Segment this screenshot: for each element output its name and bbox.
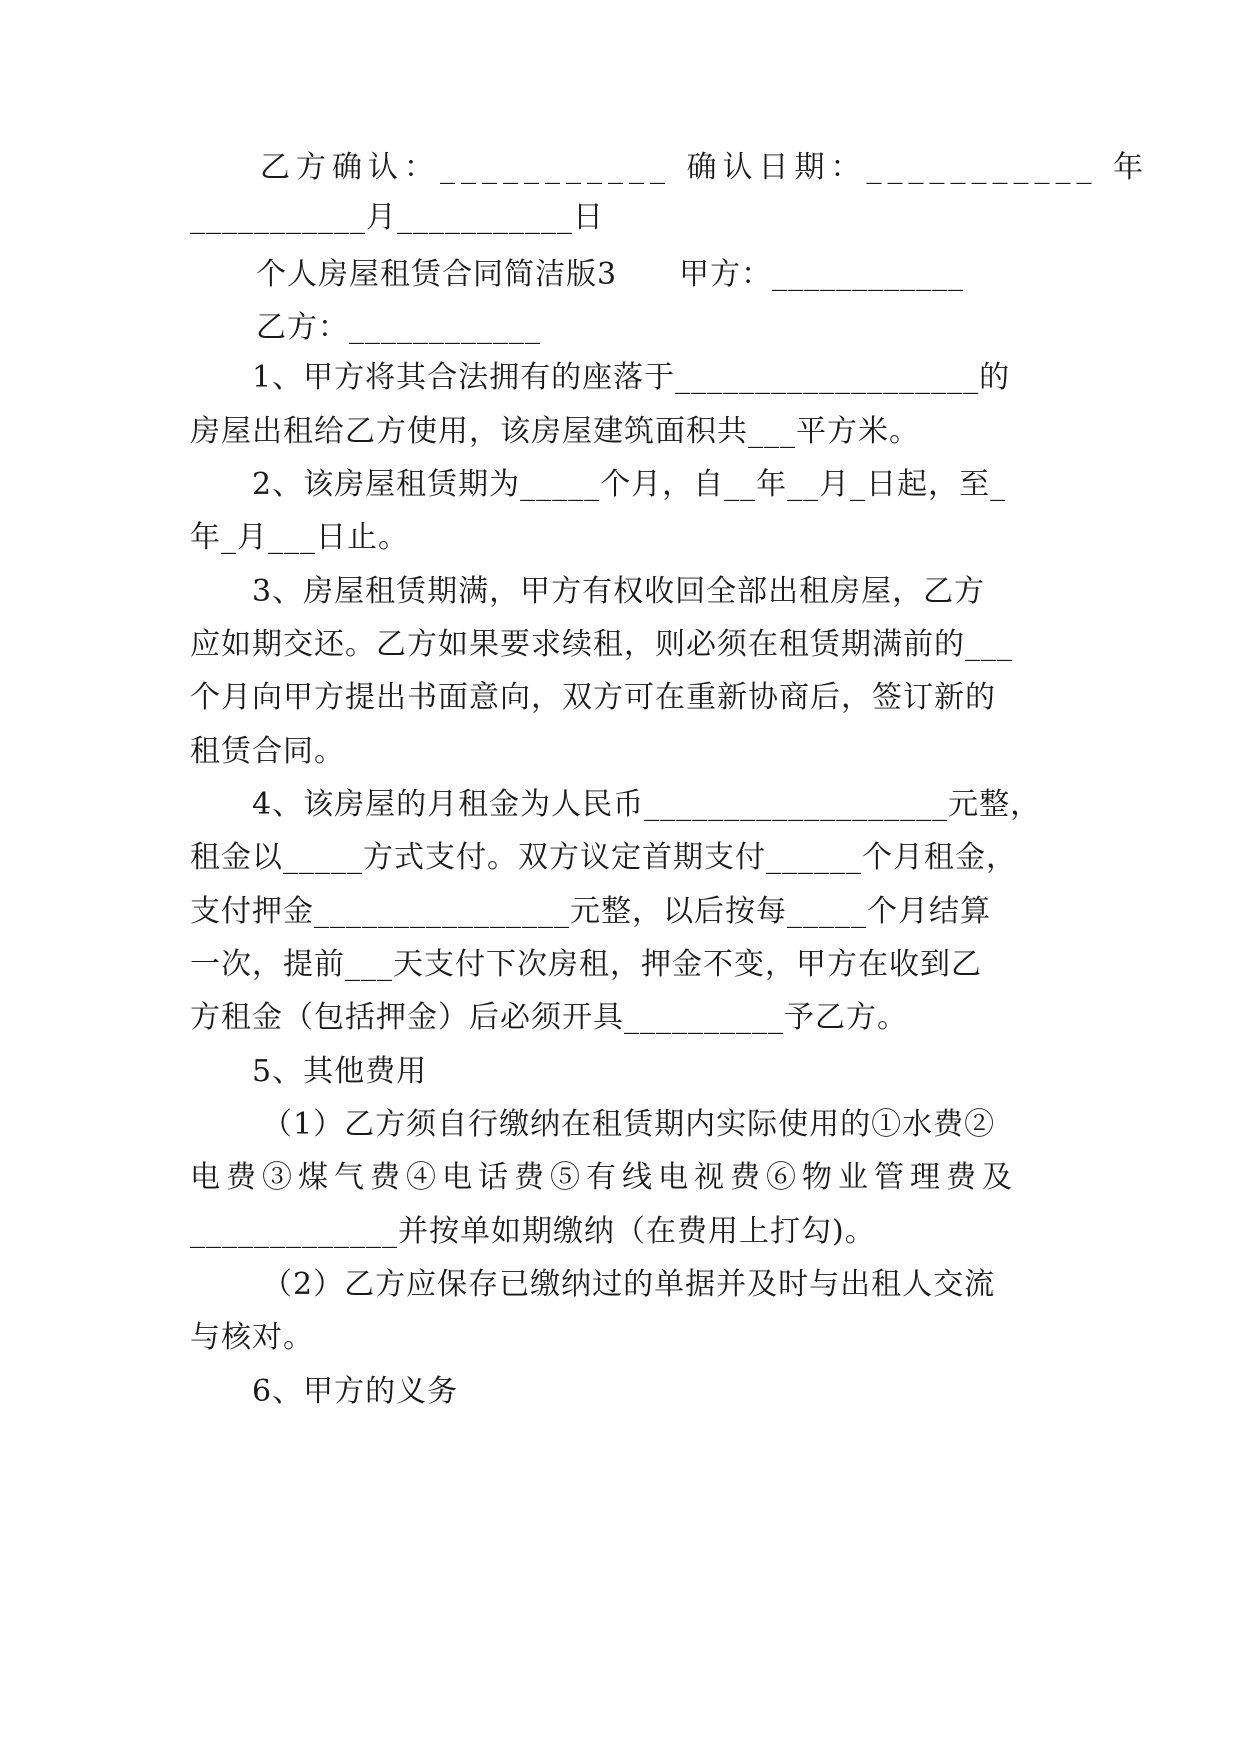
paragraph-line: 应如期交还。乙方如果要求续租，则必须在租赁期满前的___ [190,627,1013,662]
paragraph-line: 乙方确认：___________ 确认日期：___________ 年 [260,150,1150,185]
paragraph-line: 6、甲方的义务 [252,1374,459,1409]
paragraph-line: 1、甲方将其合法拥有的座落于___________________的 [252,360,1011,395]
paragraph-line: _____________并按单如期缴纳（在费用上打勾)。 [190,1214,876,1249]
paragraph-line: 与核对。 [190,1320,314,1355]
paragraph-line: 个月向甲方提出书面意向，双方可在重新协商后，签订新的 [190,680,996,715]
paragraph-line: 一次，提前___天支付下次房租，押金不变，甲方在收到乙 [190,947,982,982]
paragraph-line: 电费③煤气费④电话费⑤有线电视费⑥物业管理费及 [190,1160,1018,1195]
paragraph-line: 4、该房屋的月租金为人民币___________________元整， [252,787,1042,822]
paragraph-line: 5、其他费用 [252,1054,428,1089]
paragraph-line: 年_月___日止。 [190,520,409,555]
paragraph-line: （1）乙方须自行缴纳在租赁期内实际使用的①水费② [262,1107,996,1142]
paragraph-line: 3、房屋租赁期满，甲方有权收回全部出租房屋，乙方 [252,574,986,609]
paragraph-line: 乙方：____________ [256,310,541,345]
paragraph-line: 房屋出租给乙方使用，该房屋建筑面积共___平方米。 [190,414,920,449]
paragraph-line: 租赁合同。 [190,734,345,769]
paragraph-line: 方租金（包括押金）后必须开具__________予乙方。 [190,1000,908,1035]
paragraph-line: ___________月___________日 [190,200,604,235]
paragraph-line: 租金以_____方式支付。双方议定首期支付______个月租金， [190,840,1017,875]
paragraph-line: 支付押金________________元整，以后按每_____个月结算 [190,894,991,929]
paragraph-line: 个人房屋租赁合同简洁版3 甲方：____________ [256,257,965,292]
paragraph-line: 2、该房屋租赁期为_____个月，自__年__月_日起，至_ [252,467,1007,502]
paragraph-line: （2）乙方应保存已缴纳过的单据并及时与出租人交流 [262,1267,996,1302]
